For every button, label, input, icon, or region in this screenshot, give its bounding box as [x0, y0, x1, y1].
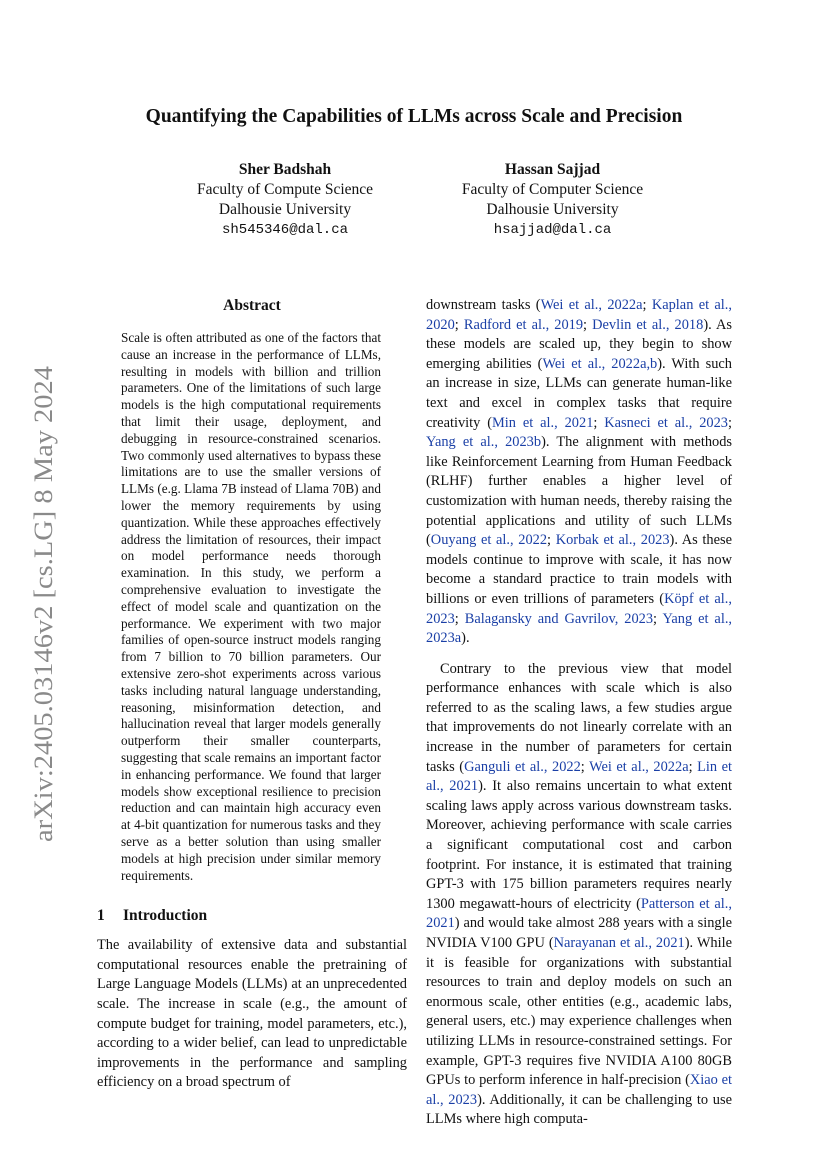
paragraph-text: ). [461, 630, 470, 647]
author-institution: Dalhousie University [486, 201, 619, 218]
intro-paragraph: The availability of extensive data and substantial computational resources enable the pretraining of Large Language Models (LLMs) at an unprecedented scale. The increase in scale (e.g., the amount of compute budget for training, model parameters, etc.), according to a wider belief, can lead to unpredictable improvements in the performance and sampling efficiency on a broad spectrum of [97, 937, 407, 1091]
citation-link[interactable]: Yang et al., 2023a [426, 610, 733, 647]
citation-link[interactable]: Min et al., 2021 [492, 414, 594, 431]
section-title: Introduction [123, 907, 208, 925]
citation-link[interactable]: Ouyang et al., 2022 [430, 532, 548, 549]
paragraph-text: ). With such an increase in size, LLMs can generate human-like text and excel in complex tasks that require creativity ( [426, 355, 732, 431]
citation-link[interactable]: Balagansky and Gavrilov, 2023 [464, 610, 654, 627]
paragraph-text: ; [642, 297, 652, 313]
citation-link[interactable]: Narayanan et al., 2021 [553, 935, 685, 951]
citation-link[interactable]: Köpf et al., 2023 [426, 590, 732, 627]
intro-paragraph-2 [426, 660, 732, 1130]
author-affiliation: Faculty of Compute Science [196, 181, 374, 198]
paragraph-text: ). As these models are scaled up, they begin to show emerging abilities ( [426, 316, 732, 372]
citation-link[interactable]: Korbak et al., 2023 [555, 532, 670, 549]
paragraph-text: ; [728, 414, 733, 431]
paragraph-text: ; [454, 610, 465, 627]
author-block [440, 160, 665, 240]
citation-link[interactable]: Wei et al., 2022a [589, 758, 689, 775]
abstract-heading: Abstract [223, 297, 281, 314]
intro-paragraph-continued [426, 296, 732, 649]
paragraph-text: ) and would take almost 288 years with a single NVIDIA V100 GPU ( [426, 915, 732, 951]
citation-link[interactable]: Patterson et al., 2021 [426, 895, 732, 932]
arxiv-identifier [22, 364, 62, 844]
citation-link[interactable]: Kasneci et al., 2023 [604, 414, 729, 431]
paragraph-text: ; [653, 610, 663, 627]
citation-link[interactable]: Kaplan et al., 2020 [426, 297, 732, 333]
paragraph-text: Contrary to the previous view that model performance enhances with scale which is also referred to as the scaling laws, a few studies argue that improvements do not linearly correlate with an increase in the number of parameters for certain tasks ( [426, 660, 732, 775]
citation-link[interactable]: Wei et al., 2022a [540, 297, 643, 313]
author-block [170, 160, 400, 240]
citation-link[interactable]: Lin et al., 2021 [426, 758, 733, 795]
arxiv-identifier-text: arXiv:2405.03146v2 [cs.LG] 8 May 2024 [28, 398, 58, 842]
paragraph-text: ). The alignment with methods like Reinforcement Learning from Human Feedback (RLHF) further enables a higher level of customization with human needs, thereby raising the potential applications and utility of such LLMs ( [426, 434, 733, 549]
abstract-text: Scale is often attributed as one of the factors that cause an increase in the performance of LLMs, resulting in models with billion and trillion parameters. One of the limitations of such large models is the high computational requirements that limit their usage, deployment, and debugging in resource-constrained scenarios. Two commonly used alternatives to bypass these limitations are to use the smaller versions of LLMs (e.g. Llama 7B instead of Llama 70B) and lower the memory requirements by using quantization. While these approaches effectively address the limitation of resources, their impact on model performance needs thorough examination. In this study, we perform a comprehensive evaluation to investigate the effect of model scale and quantization on the performance. We experiment with two major families of open-source instruct models ranging from 7 billion to 70 billion parameters. Our extensive zero-shot experiments across various tasks including natural language understanding, reasoning, misinformation detection, and hallucination reveal that larger models generally outperform their smaller counterparts, suggesting that scale remains an important factor in enhancing performance. We found that larger models show exceptional resilience to precision reduction and can maintain high accuracy even at 4-bit quantization for numerous tasks and they serve as a better solution than using smaller models at high precision under similar memory requirements. [121, 330, 381, 883]
author-institution: Dalhousie University [218, 201, 352, 218]
citation-link[interactable]: Devlin et al., 2018 [592, 316, 704, 333]
paragraph-text: ; [454, 316, 464, 333]
paragraph-text: ; [593, 414, 605, 431]
citation-link[interactable]: Xiao et al., 2023 [426, 1072, 732, 1108]
paragraph-text: ; [547, 532, 556, 549]
right-column [426, 296, 732, 1130]
left-column [97, 296, 407, 1093]
author-name: Hassan Sajjad [504, 161, 601, 178]
author-email: sh545346@dal.ca [221, 222, 349, 238]
citation-link[interactable]: Ganguli et al., 2022 [464, 758, 581, 775]
paragraph-text: ). It also remains uncertain to what extent scaling laws apply across various downstream tasks. Moreover, achieving performance with scale carries a significant computational cost and carbon footprint. For instance, it is estimated that training GPT-3 with 175 billion parameters requires nearly 1300 megawatt-hours of electricity ( [426, 778, 732, 912]
citation-link[interactable]: Yang et al., 2023b [426, 434, 542, 451]
paragraph-text: ; [688, 758, 698, 775]
author-name: Sher Badshah [238, 161, 332, 178]
paragraph-text: ). While it is feasible for organizations with substantial resources to train and deploy models on such an enormous scale, other entities (e.g., academic labs, general users, etc.) may experience challenges when utilizing LLMs in resource-constrained settings. For example, GPT-3 requires five NVIDIA A100 80GB GPUs to perform inference in half-precision ( [426, 935, 733, 1089]
paragraph-text: ; [583, 316, 593, 333]
paragraph-text: ). As these models continue to improve with scale, it has now become a standard practice to train models with billions or even trillions of parameters ( [426, 532, 732, 607]
citation-link[interactable]: Radford et al., 2019 [463, 316, 584, 333]
citation-link[interactable]: Wei et al., 2022a,b [542, 355, 658, 372]
author-affiliation: Faculty of Computer Science [461, 181, 644, 198]
paragraph-text: ; [580, 758, 590, 775]
paragraph-text: downstream tasks ( [426, 297, 541, 313]
section-heading [97, 906, 407, 926]
paragraph-text: ). Additionally, it can be challenging to use LLMs where high computa- [426, 1091, 732, 1128]
section-number: 1 [97, 907, 105, 925]
author-email: hsajjad@dal.ca [493, 222, 612, 238]
paper-title: Quantifying the Capabilities of LLMs across Scale and Precision [145, 106, 683, 127]
